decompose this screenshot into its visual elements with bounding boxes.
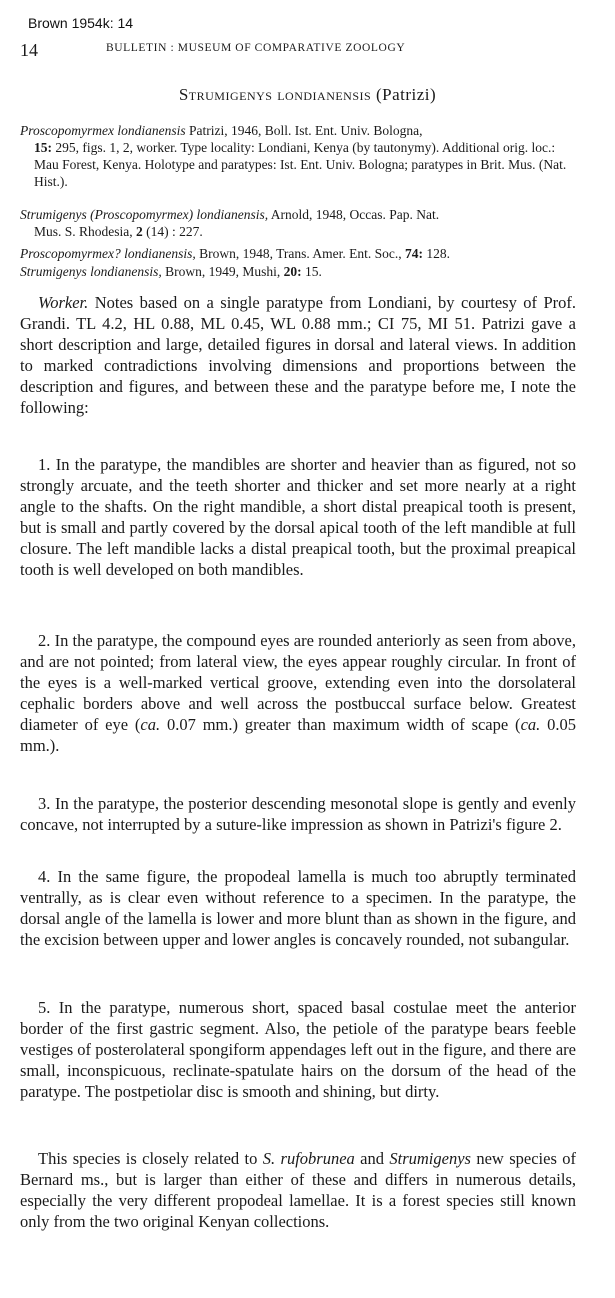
relationship-paragraph <box>20 1148 576 1232</box>
synonym-name: Strumigenys londianensis, <box>20 264 162 279</box>
note-text: 0.07 mm.) greater than maximum width of scape ( <box>160 715 521 734</box>
note-paragraph-1: 1. In the paratype, the mandibles are shorter and heavier than as figured, not so strongly arcuate, and the teeth shorter and thicker and set more nearly at a right angle to the shafts. On the right mandible, a short distal preapical tooth is present, but is small and partly covered by the dorsal apical tooth of the left mandible at full closure. The left mandible lacks a distal preapical tooth, but the proximal preapical tooth is well developed on both mandibles. <box>20 455 576 579</box>
worker-label: Worker. <box>38 293 89 312</box>
note-text: 0.05 mm.). <box>20 715 576 755</box>
document-tag: Brown 1954k: 14 <box>28 15 134 31</box>
page-number: 14 <box>20 40 38 60</box>
note-text: 2. In the paratype, the compound eyes are rounded anteriorly as seen from above, and are not pointed; from lateral view, the eyes appear roughly circular. In front of the eyes is a well-marked vertical groove, extending even into the dorsolateral cephalic borders above and well across the postbuccal surface below. Greatest diameter of eye ( <box>20 631 576 734</box>
circa-abbrev: ca. <box>140 715 161 734</box>
synonym-details: 295, figs. 1, 2, worker. Type locality: Londiani, Kenya (by tautonymy). Additional orig. loc.: Mau Forest, Kenya. Holotype and paratypes: Ist. Ent. Univ. Bologna; paratypes in Brit. Mus. (Nat. Hist.). <box>34 140 567 189</box>
worker-text: Notes based on a single paratype from Londiani, by courtesy of Prof. Grandi. TL 4.2, HL 0.88, ML 0.45, WL 0.88 mm.; CI 75, MI 51. Patrizi gave a short description and large, detailed figures in dorsal and lateral views. In addition to marked contradictions involving dimensions and proportions between the description and figures, and between these and the paratype before me, I note the following: <box>20 293 576 417</box>
volume-number: 2 <box>136 224 143 239</box>
synonym-citation: Patrizi, 1946, Boll. Ist. Ent. Univ. Bologna, <box>185 123 423 138</box>
synonym-pages: 15. <box>301 264 322 279</box>
note-text: and <box>354 1149 390 1168</box>
note-paragraph-3: 3. In the paratype, the posterior descending mesonotal slope is gently and evenly concave, not interrupted by a suture-like impression as shown in Patrizi's figure 2. <box>20 794 576 834</box>
circa-abbrev: ca. <box>520 715 541 734</box>
note-text: new species of Bernard ms., but is larger than either of these and differs in numerous details, especially the very different propodeal lamellae. It is a forest species still known only from the two original Kenyan collections. <box>20 1149 577 1231</box>
synonym-name: Strumigenys (Proscopomyrmex) londianensis, <box>20 207 269 222</box>
note-paragraph-4: 4. In the same figure, the propodeal lamella is much too abruptly terminated ventrally, as is clear even without reference to a specimen. In the paratype, the dorsal angle of the lamella is lower and more blunt than as shown in the figure, and the excision between upper and lower angles is concavely rounded, not subangular. <box>20 867 576 949</box>
synonym-citation: Arnold, 1948, Occas. Pap. Nat. <box>268 207 440 222</box>
synonym-citation: Brown, 1948, Trans. Amer. Ent. Soc., <box>195 246 405 261</box>
volume-number: 15: <box>34 140 52 155</box>
synonymy-entry <box>20 206 578 240</box>
worker-paragraph <box>20 292 576 418</box>
note-paragraph-5: 5. In the paratype, numerous short, spaced basal costulae meet the anterior border of the first gastric segment. Also, the petiole of the paratype bears feeble vestiges of posterolateral spongiform appendages left out in the figure, and there are small, inconspicuous, reclinate-spatulate hairs on the dorsum of the head of the paratype. The postpetiolar disc is smooth and shining, but dirty. <box>20 998 576 1101</box>
synonymy-entry <box>20 245 578 262</box>
volume-number: 20: <box>283 264 302 279</box>
volume-number: 74: <box>405 246 423 261</box>
synonym-citation: Brown, 1949, Mushi, <box>161 264 284 279</box>
synonym-citation-cont: Mus. S. Rhodesia, <box>34 224 137 239</box>
synonym-pages: 128. <box>423 246 450 261</box>
species-title <box>0 85 615 105</box>
species-name: Strumigenys londianensis <box>178 85 372 104</box>
synonym-pages: (14) : 227. <box>142 224 203 239</box>
species-ref: S. rufobrunea <box>262 1149 355 1168</box>
synonym-name: Proscopomyrmex londianensis <box>20 123 186 138</box>
note-paragraph-2 <box>20 630 576 756</box>
note-text: This species is closely related to <box>38 1149 263 1168</box>
running-head: BULLETIN : MUSEUM OF COMPARATIVE ZOOLOGY <box>106 42 406 54</box>
species-author: (Patrizi) <box>375 85 437 104</box>
species-ref: Strumigenys <box>389 1149 471 1168</box>
synonymy-entry <box>20 263 578 280</box>
synonym-name: Proscopomyrmex? londianensis, <box>20 246 196 261</box>
synonymy-entry <box>20 122 578 190</box>
